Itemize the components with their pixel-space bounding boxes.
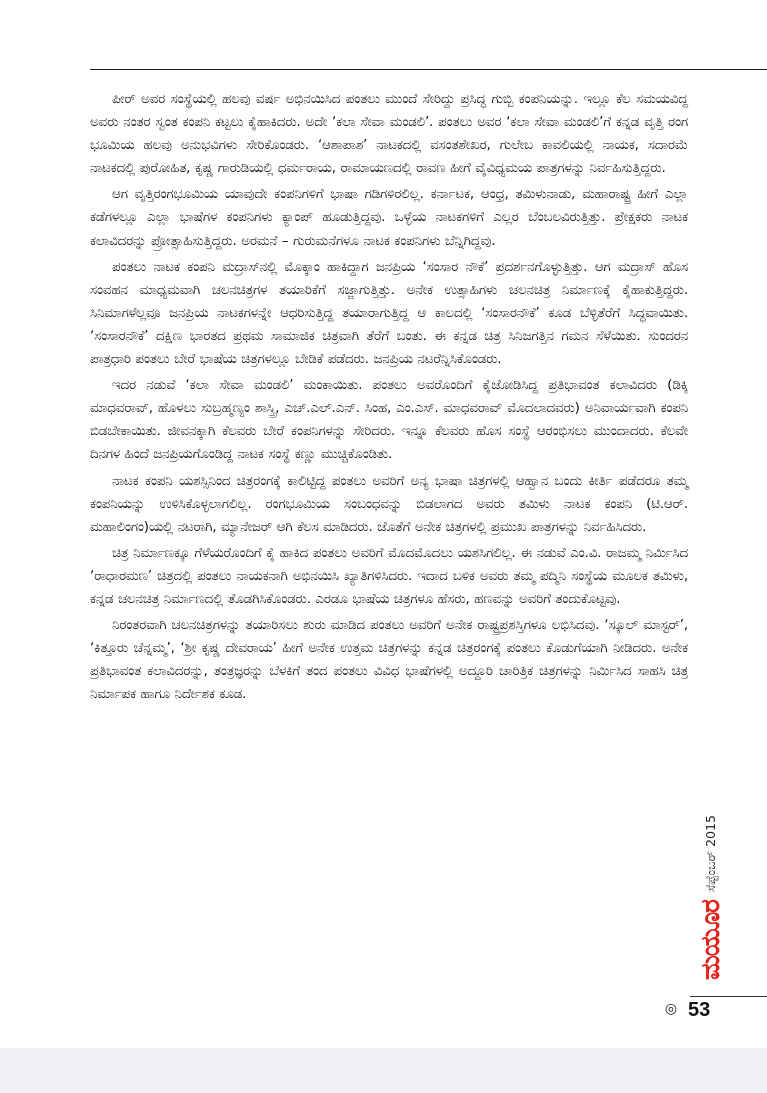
bottom-margin-band	[0, 1048, 767, 1093]
page-number: 53	[688, 999, 711, 1021]
header-rule	[90, 69, 767, 70]
issue-date: ಸೆಪ್ಟೆಂಬರ್ 2015	[703, 815, 718, 893]
circle-swirl-icon: ◎	[664, 1001, 678, 1017]
magazine-sidebar	[696, 740, 726, 980]
article-body	[90, 88, 688, 709]
paragraph: ಪೀರ್ ಅವರ ಸಂಸ್ಥೆಯಲ್ಲಿ ಹಲವು ವರ್ಷ ಅಭಿನಯಿಸಿದ ಪಂತಲು ಮುಂದೆ ಸೇರಿದ್ದು ಪ್ರಸಿದ್ಧ ಗುಬ್ಬಿ ಕಂಪನಿಯನ್ನು. ಇಲ್ಲೂ ಕೆಲ ಸಮಯವಿದ್ದ ಅವರು ನಂತರ ಸ್ವಂತ ಕಂಪನಿ ಕಟ್ಟಲು ಕೈಹಾಕಿದರು. ಅದೇ ‘ಕಲಾ ಸೇವಾ ಮಂಡಲಿ’. ಪಂತಲು ಅವರ ‘ಕಲಾ ಸೇವಾ ಮಂಡಲಿ’ಗೆ ಕನ್ನಡ ವೃತ್ತಿ ರಂಗ ಭೂಮಿಯ ಹಲವು ಅನುಭವಿಗಳು ಸೇರಿಕೊಂಡರು. ‘ಆಶಾಪಾಶ’ ನಾಟಕದಲ್ಲಿ ವಸಂತಶೇಖರ, ಗುಲೇಬ ಕಾವಲಿಯಲ್ಲಿ ನಾಯಕ, ಸದಾರಮೆ ನಾಟಕದಲ್ಲಿ ಪುರೋಹಿತ, ಕೃಷ್ಣ ಗಾರುಡಿಯಲ್ಲಿ ಧರ್ಮರಾಯ, ರಾಮಾಯಣದಲ್ಲಿ ರಾವಣ ಹೀಗೆ ವೈವಿಧ್ಯಮಯ ಪಾತ್ರಗಳನ್ನು ನಿರ್ವಹಿಸುತ್ತಿದ್ದರು.	[90, 92, 688, 177]
paragraph: ಪಂತಲು ನಾಟಕ ಕಂಪನಿ ಮದ್ರಾಸ್‌ನಲ್ಲಿ ಮೊಕ್ಕಾಂ ಹಾಕಿದ್ದಾಗ ಜನಪ್ರಿಯ ‘ಸಂಸಾರ ನೌಕೆ’ ಪ್ರದರ್ಶನಗೊಳ್ಳುತ್ತಿತ್ತು. ಆಗ ಮದ್ರಾಸ್ ಹೊಸ ಸಂವಹನ ಮಾಧ್ಯಮವಾಗಿ ಚಲನಚಿತ್ರಗಳ ತಯಾರಿಕೆಗೆ ಸಜ್ಜಾಗುತ್ತಿತ್ತು. ಅನೇಕ ಉತ್ಸಾಹಿಗಳು ಚಲನಚಿತ್ರ ನಿರ್ಮಾಣಕ್ಕೆ ಕೈಹಾಕುತ್ತಿದ್ದರು. ಸಿನಿಮಾಗಳೆಲ್ಲವೂ ಜನಪ್ರಿಯ ನಾಟಕಗಳನ್ನೇ ಆಧರಿಸುತ್ತಿದ್ದ ತಯಾರಾಗುತ್ತಿದ್ದ ಆ ಕಾಲದಲ್ಲಿ ‘ಸಂಸಾರನೌಕೆ’ ಕೂಡ ಬೆಳ್ಳಿತೆರೆಗೆ ಸಿದ್ಧವಾಯಿತು. ‘ಸಂಸಾರನೌಕೆ’ ದಕ್ಷಿಣ ಭಾರತದ ಪ್ರಥಮ ಸಾಮಾಜಿಕ ಚಿತ್ರವಾಗಿ ತೆರೆಗೆ ಬಂತು. ಈ ಕನ್ನಡ ಚಿತ್ರ ಸಿನಿಜಗತ್ತಿನ ಗಮನ ಸೆಳೆಯಿತು. ಸುಂದರನ ಪಾತ್ರಧಾರಿ ಪಂತಲು ಬೇರೆ ಭಾಷೆಯ ಚಿತ್ರಗಳಲ್ಲೂ ಬೇಡಿಕೆ ಪಡೆದರು. ಜನಪ್ರಿಯ ನಟರೆನ್ನಿಸಿಕೊಂಡರು.	[90, 259, 688, 368]
magazine-logo: ಮಯೂರ	[696, 900, 726, 980]
sidebar-vertical-text	[696, 740, 726, 980]
paragraph: ಇದರ ನಡುವೆ ‘ಕಲಾ ಸೇವಾ ಮಂಡಲಿ’ ಮಂಕಾಯಿತು. ಪಂತಲು ಅವರೊಂದಿಗೆ ಕೈಜೋಡಿಸಿದ್ದ ಪ್ರತಿಭಾವಂತ ಕಲಾವಿದರು (ಡಿಕ್ಕಿ ಮಾಧವರಾವ್, ಹೊಳಲು ಸುಬ್ರಹ್ಮಣ್ಯಂ ಶಾಸ್ತ್ರಿ, ಎಚ್.ಎಲ್.ಎನ್. ಸಿಂಹ, ಎಂ.ಎಸ್. ಮಾಧವರಾವ್ ಮೊದಲಾದವರು) ಅನಿವಾರ್ಯವಾಗಿ ಕಂಪನಿ ಬಿಡಬೇಕಾಯಿತು. ಜೀವನಕ್ಕಾಗಿ ಕೆಲವರು ಬೇರೆ ಕಂಪನಿಗಳನ್ನು ಸೇರಿದರು. ಇನ್ನೂ ಕೆಲವರು ಹೊಸ ಸಂಸ್ಥೆ ಆರಂಭಿಸಲು ಮುಂದಾದರು. ಕೆಲವೇ ದಿನಗಳ ಹಿಂದೆ ಜನಪ್ರಿಯಗೊಂಡಿದ್ದ ನಾಟಕ ಸಂಸ್ಥೆ ಕಣ್ಣು ಮುಚ್ಚಿಕೊಂಡಿತು.	[90, 378, 688, 463]
footer-rule	[690, 996, 767, 997]
paragraph: ಚಿತ್ರ ನಿರ್ಮಾಣಕ್ಕೂ ಗೆಳೆಯರೊಂದಿಗೆ ಕೈ ಹಾಕಿದ ಪಂತಲು ಅವರಿಗೆ ಮೊದಮೊದಲು ಯಶಸಿಗಲಿಲ್ಲ. ಈ ನಡುವೆ ಎಂ.ವಿ. ರಾಜಮ್ಮ ನಿರ್ಮಿಸಿದ ‘ರಾಧಾರಮಣ’ ಚಿತ್ರದಲ್ಲಿ ಪಂತಲು ನಾಯಕನಾಗಿ ಅಭಿನಯಿಸಿ ಖ್ಯಾತಿಗಳಿಸಿದರು. ಇದಾದ ಬಳಿಕ ಅವರು ತಮ್ಮ ಪದ್ಮಿನಿ ಸಂಸ್ಥೆಯ ಮೂಲಕ ತಮಿಳು, ಕನ್ನಡ ಚಲನಚಿತ್ರ ನಿರ್ಮಾಣದಲ್ಲಿ ತೊಡಗಿಸಿಕೊಂಡರು. ಎರಡೂ ಭಾಷೆಯ ಚಿತ್ರಗಳೂ ಹೆಸರು, ಹಣವನ್ನು ಅವರಿಗೆ ತಂದುಕೊಟ್ಟವು.	[90, 545, 688, 607]
paragraph: ನಿರಂತರವಾಗಿ ಚಲನಚಿತ್ರಗಳನ್ನು ತಯಾರಿಸಲು ಶುರು ಮಾಡಿದ ಪಂತಲು ಅವರಿಗೆ ಅನೇಕ ರಾಷ್ಟ್ರಪ್ರಶಸ್ತಿಗಳೂ ಲಭಿಸಿದವು. ‘ಸ್ಕೂಲ್ ಮಾಸ್ಟರ್’, ‘ಕಿತ್ತೂರು ಚೆನ್ನಮ್ಮ’, ‘ಶ್ರೀ ಕೃಷ್ಣ ದೇವರಾಯ’ ಹೀಗೆ ಅನೇಕ ಉತ್ತಮ ಚಿತ್ರಗಳನ್ನು ಕನ್ನಡ ಚಿತ್ರರಂಗಕ್ಕೆ ಪಂತಲು ಕೊಡುಗೆಯಾಗಿ ನೀಡಿದರು. ಅನೇಕ ಪ್ರತಿಭಾವಂತ ಕಲಾವಿದರನ್ನು, ತಂತ್ರಜ್ಞರನ್ನು ಬೆಳಕಿಗೆ ತಂದ ಪಂತಲು ವಿವಿಧ ಭಾಷೆಗಳಲ್ಲಿ ಅದ್ದೂರಿ ಚಾರಿತ್ರಿಕ ಚಿತ್ರಗಳನ್ನು ನಿರ್ಮಿಸಿದ ಸಾಹಸಿ ಚಿತ್ರ ನಿರ್ಮಾಪಕ ಹಾಗೂ ನಿರ್ದೇಶಕ ಕೂಡ.	[90, 618, 688, 703]
paragraph: ನಾಟಕ ಕಂಪನಿ ಯಶಸ್ಸಿನಿಂದ ಚಿತ್ರರಂಗಕ್ಕೆ ಕಾಲಿಟ್ಟಿದ್ದ ಪಂತಲು ಅವರಿಗೆ ಅನ್ಯ ಭಾಷಾ ಚಿತ್ರಗಳಲ್ಲಿ ಆಹ್ವಾನ ಬಂದು ಕೀರ್ತಿ ಪಡೆದರೂ ತಮ್ಮ ಕಂಪನಿಯನ್ನು ಉಳಿಸಿಕೊಳ್ಳಲಾಗಲಿಲ್ಲ. ರಂಗಭೂಮಿಯ ಸಂಬಂಧವನ್ನು ಬಿಡಲಾಗದ ಅವರು ತಮಿಳು ನಾಟಕ ಕಂಪನಿ (ಟಿ.ಆರ್. ಮಹಾಲಿಂಗಂ)ಯಲ್ಲಿ ನಟರಾಗಿ, ಮ್ಯಾನೇಜರ್ ಆಗಿ ಕೆಲಸ ಮಾಡಿದರು. ಜೊತೆಗೆ ಅನೇಕ ಚಿತ್ರಗಳಲ್ಲಿ ಪ್ರಮುಖ ಪಾತ್ರಗಳನ್ನು ನಿರ್ವಹಿಸಿದರು.	[90, 473, 688, 535]
paragraph: ಆಗ ವೃತ್ತಿರಂಗಭೂಮಿಯ ಯಾವುದೇ ಕಂಪನಿಗಳಿಗೆ ಭಾಷಾ ಗಡಿಗಳಿರಲಿಲ್ಲ. ಕರ್ನಾಟಕ, ಆಂಧ್ರ, ತಮಿಳುನಾಡು, ಮಹಾರಾಷ್ಟ್ರ ಹೀಗೆ ಎಲ್ಲಾ ಕಡೆಗಳಲ್ಲೂ ಎಲ್ಲಾ ಭಾಷೆಗಳ ಕಂಪನಿಗಳು ಕ್ಯಾಂಪ್ ಹೂಡುತ್ತಿದ್ದವು. ಒಳ್ಳೆಯ ನಾಟಕಗಳಿಗೆ ಎಲ್ಲರ ಬೆಂಬಲವಿರುತ್ತಿತ್ತು. ಪ್ರೇಕ್ಷಕರು ನಾಟಕ ಕಲಾವಿದರನ್ನು ಪ್ರೋತ್ಸಾಹಿಸುತ್ತಿದ್ದರು. ಅರಮನೆ – ಗುರುಮನೆಗಳೂ ನಾಟಕ ಕಂಪನಿಗಳು ಬೆನ್ನಿಗಿದ್ದವು.	[90, 187, 688, 249]
